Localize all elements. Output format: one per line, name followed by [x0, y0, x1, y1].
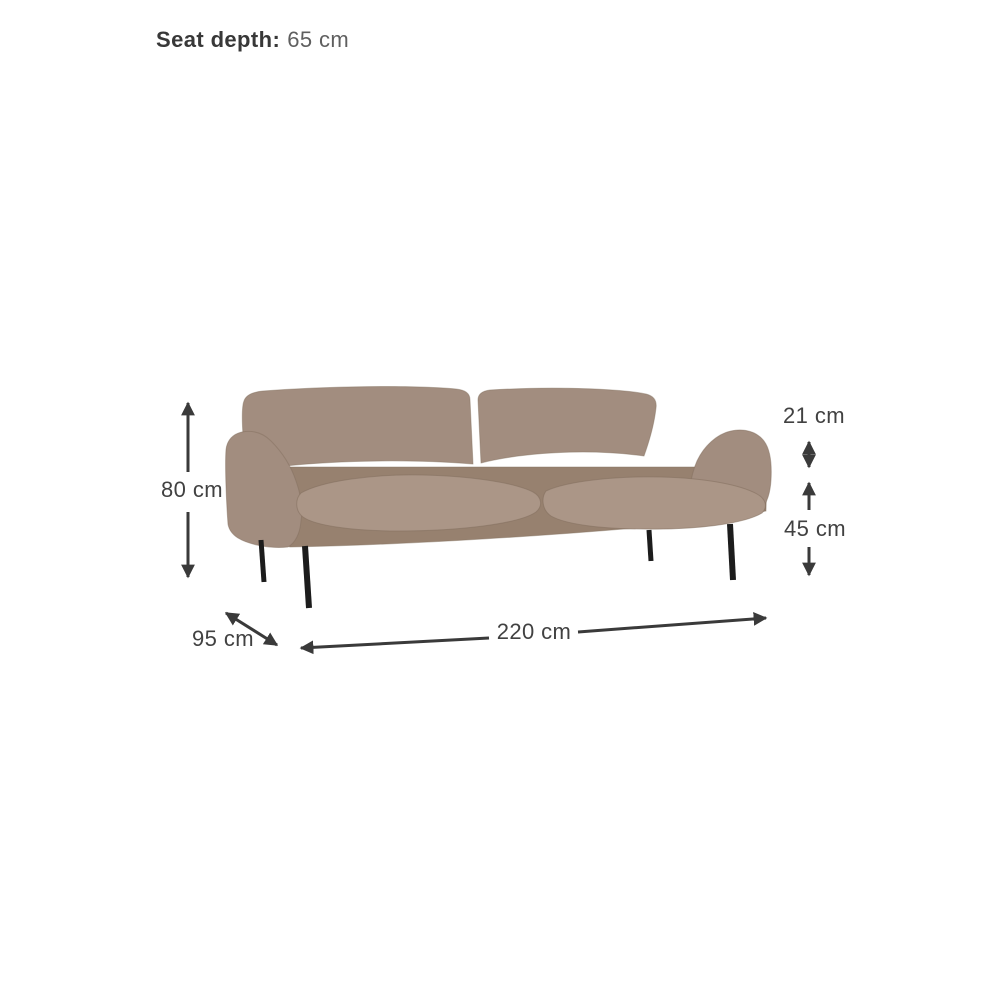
leg-back-right — [649, 530, 651, 561]
leg-back-left — [261, 540, 264, 582]
seat-cushion-right — [543, 477, 765, 529]
width-measurement-label: 220 cm — [496, 619, 572, 644]
back-cushion-right — [478, 388, 656, 463]
leg-front-left — [305, 546, 309, 608]
seat-cushion-left — [297, 475, 541, 531]
armrest-measurement-label: 21 cm — [783, 403, 845, 428]
height-measurement-label: 80 cm — [161, 477, 223, 502]
leg-front-right — [730, 524, 733, 580]
seat-height-measurement-label: 45 cm — [784, 516, 846, 541]
sofa-illustration — [226, 387, 772, 608]
depth-measurement-label: 95 cm — [192, 626, 254, 651]
seat-depth-value: 65 cm — [287, 27, 350, 52]
seat-depth-label: Seat depth: — [156, 27, 281, 52]
